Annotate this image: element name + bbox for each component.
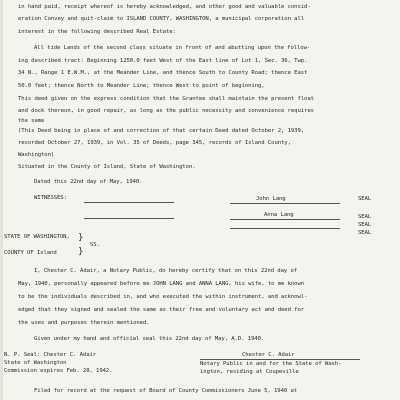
notary-line-4: edged that they signed and sealed the same as their free and voluntary act and deed for bbox=[18, 307, 305, 313]
situated-line: Situated in the County of Island, State of Washington. bbox=[18, 164, 196, 170]
np-seal: N. P. Seal: Chester C. Adair bbox=[4, 352, 97, 358]
condition-line-1: This deed given on the express condition that the Grantee shall maintain the present float bbox=[18, 96, 314, 102]
np-commission: Commission expires Feb. 28, 1942. bbox=[4, 368, 113, 374]
brace-bottom: } bbox=[78, 247, 84, 257]
seal-4: SEAL bbox=[358, 230, 372, 236]
description-line-3: 34 N., Range 1 E.W.M., at the Meander Line, and thence South to County Road; thence East bbox=[18, 70, 308, 76]
filed-line: Filed for record at the request of Board of County Commissioners June 5, 1940 at bbox=[34, 388, 298, 394]
notary-line-2: May, 1940, personally appeared before me JOHN LANG and ANNA LANG, his wife, to me known bbox=[18, 281, 305, 287]
ss-label: SS. bbox=[90, 242, 100, 248]
condition-line-2: and dock thereon, in good repair, as long as the public necessity and convenience requires bbox=[18, 108, 314, 114]
intro-line-2: eration Convey and quit-claim to ISLAND COUNTY, WASHINGTON, a municipal corporation all bbox=[18, 16, 305, 22]
intro-line-3: interest in the following described Real Estate: bbox=[18, 29, 176, 35]
signature-line-1 bbox=[230, 203, 340, 204]
given-line: Given under my hand and official seal this 22nd day of May, A.D. 1940. bbox=[34, 336, 265, 342]
notary-title-2: ington, residing at Coupeville bbox=[200, 369, 299, 375]
seal-1: SEAL bbox=[358, 196, 372, 202]
signature-line-3 bbox=[230, 228, 340, 229]
seal-2: SEAL bbox=[358, 214, 372, 220]
signature-line-2 bbox=[230, 219, 340, 220]
brace-top: } bbox=[78, 233, 84, 243]
np-state: State of Washington bbox=[4, 360, 67, 366]
witness-line-2 bbox=[84, 218, 174, 219]
correction-line-3: Washington) bbox=[18, 152, 55, 158]
notary-title-1: Notary Public in and for the State of Wash- bbox=[200, 361, 342, 367]
witnesses-label: WITNESSES: bbox=[34, 195, 67, 201]
signer-1: John Lang bbox=[256, 196, 286, 202]
notary-signature-line bbox=[200, 359, 360, 360]
description-line-1: All tide Lands of the second class situate in front of and abutting upon the follow- bbox=[34, 45, 311, 51]
notary-line-1: I, Chester C. Adair, a Notary Public, do hereby certify that on this 22nd day of bbox=[34, 268, 298, 274]
witness-line-1 bbox=[84, 202, 174, 203]
dated-line: Dated this 22nd day of May, 1940. bbox=[34, 179, 143, 185]
seal-3: SEAL bbox=[358, 222, 372, 228]
correction-line-1: (This Deed being in place of and correction of that certain Deed dated October 2, 1939, bbox=[18, 128, 305, 134]
notary-name: Chester C. Adair bbox=[242, 352, 295, 358]
state-line: STATE OF WASHINGTON, bbox=[4, 234, 70, 240]
description-line-4: 50.0 feet; thence North to Meander Line; thence West to point of beginning, bbox=[18, 83, 265, 89]
intro-line-1: in hand paid, receipt whereof is hereby acknowledged, and other good and valuable consid- bbox=[18, 4, 311, 10]
description-line-2: ing described tract: Beginning 1250.0 feet West of the East line of Lot 1, Sec. 36, Twp. bbox=[18, 58, 308, 64]
correction-line-2: recorded October 27, 1939, in Vol. 35 of Deeds, page 345, records of Island County, bbox=[18, 140, 291, 146]
signer-2: Anna Lang bbox=[264, 212, 294, 218]
page-edge bbox=[0, 0, 3, 400]
notary-line-5: the uses and purposes therein mentioned. bbox=[18, 320, 150, 326]
condition-line-3: the same bbox=[18, 118, 45, 124]
notary-line-3: to be the individuals described in, and who executed the within instrument, and acknowl- bbox=[18, 294, 308, 300]
county-line: COUNTY OF Island bbox=[4, 250, 57, 256]
